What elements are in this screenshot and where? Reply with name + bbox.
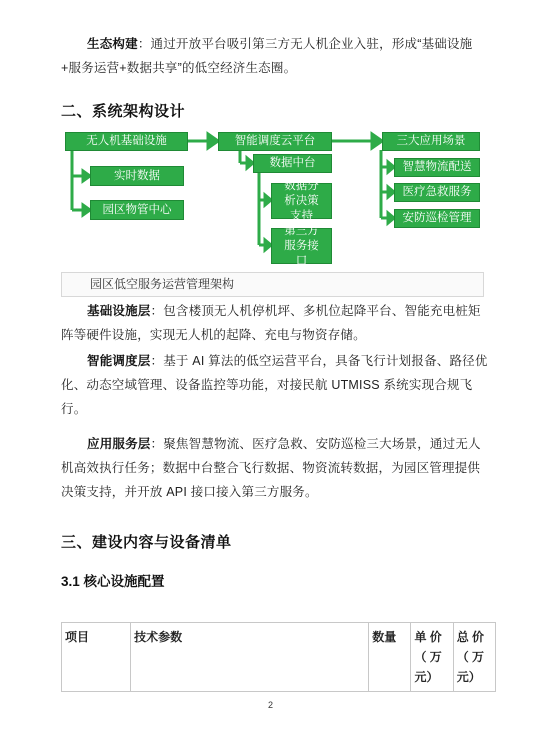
col-total-price: 总 价 （ 万 元） [453, 623, 495, 692]
application-layer-paragraph [61, 432, 491, 504]
dispatch-layer-label: 智能调度层 [87, 354, 151, 368]
node-data-middle-platform: 数据中台 [253, 154, 332, 173]
node-security-patrol: 安防巡检管理 [394, 209, 480, 228]
infrastructure-layer-label: 基础设施层 [87, 304, 151, 318]
col-tech-params: 技术参数 [131, 623, 369, 692]
col-item: 项目 [62, 623, 131, 692]
node-data-analysis: 数据分析决策支持 [271, 183, 332, 219]
node-realtime-data: 实时数据 [90, 166, 184, 186]
facility-table [61, 622, 496, 692]
dispatch-layer-text: ：基于 AI 算法的低空运营平台，具备飞行计划报备、路径优化、动态空域管理、设备监控等功能，对接民航 UTMISS 系统实现合规飞行。 [61, 354, 488, 416]
col-unit-price: 单 价 （ 万 元） [411, 623, 453, 692]
node-park-management-center: 园区物管中心 [90, 200, 184, 220]
page-number: 2 [267, 700, 273, 710]
node-drone-infrastructure: 无人机基础设施 [65, 132, 188, 151]
application-layer-text: ：聚焦智慧物流、医疗急救、安防巡检三大场景，通过无人机高效执行任务；数据中台整合飞行数据、物资流转数据，为园区管理提供决策支持，并开放 API 接口接入第三方服务。 [61, 437, 481, 499]
section-2-title: 二、系统架构设计 [61, 103, 186, 120]
subsection-3-1-title: 3.1 核心设施配置 [61, 574, 165, 589]
intro-label: 生态构建 [87, 37, 138, 51]
section-3-title: 三、建设内容与设备清单 [61, 534, 232, 551]
node-medical-emergency: 医疗急救服务 [394, 183, 480, 202]
application-layer-label: 应用服务层 [87, 437, 151, 451]
col-quantity: 数量 [369, 623, 411, 692]
node-dispatch-cloud-platform: 智能调度云平台 [218, 132, 332, 151]
node-smart-logistics: 智慧物流配送 [394, 158, 480, 177]
infrastructure-layer-text: ：包含楼顶无人机停机坪、多机位起降平台、智能充电桩矩阵等硬件设施，实现无人机的起降、充电与物资存储。 [61, 304, 481, 342]
diagram-caption: 园区低空服务运营管理架构 [61, 272, 484, 297]
infrastructure-layer-paragraph [61, 299, 491, 347]
dispatch-layer-paragraph [61, 349, 491, 421]
table-header-row [62, 623, 496, 692]
node-third-party-interface: 第三方服务接口 [271, 228, 332, 264]
intro-text: ：通过开放平台吸引第三方无人机企业入驻，形成“基础设施+服务运营+数据共享”的低空经济生态圈。 [61, 37, 473, 75]
node-three-scenarios: 三大应用场景 [382, 132, 480, 151]
